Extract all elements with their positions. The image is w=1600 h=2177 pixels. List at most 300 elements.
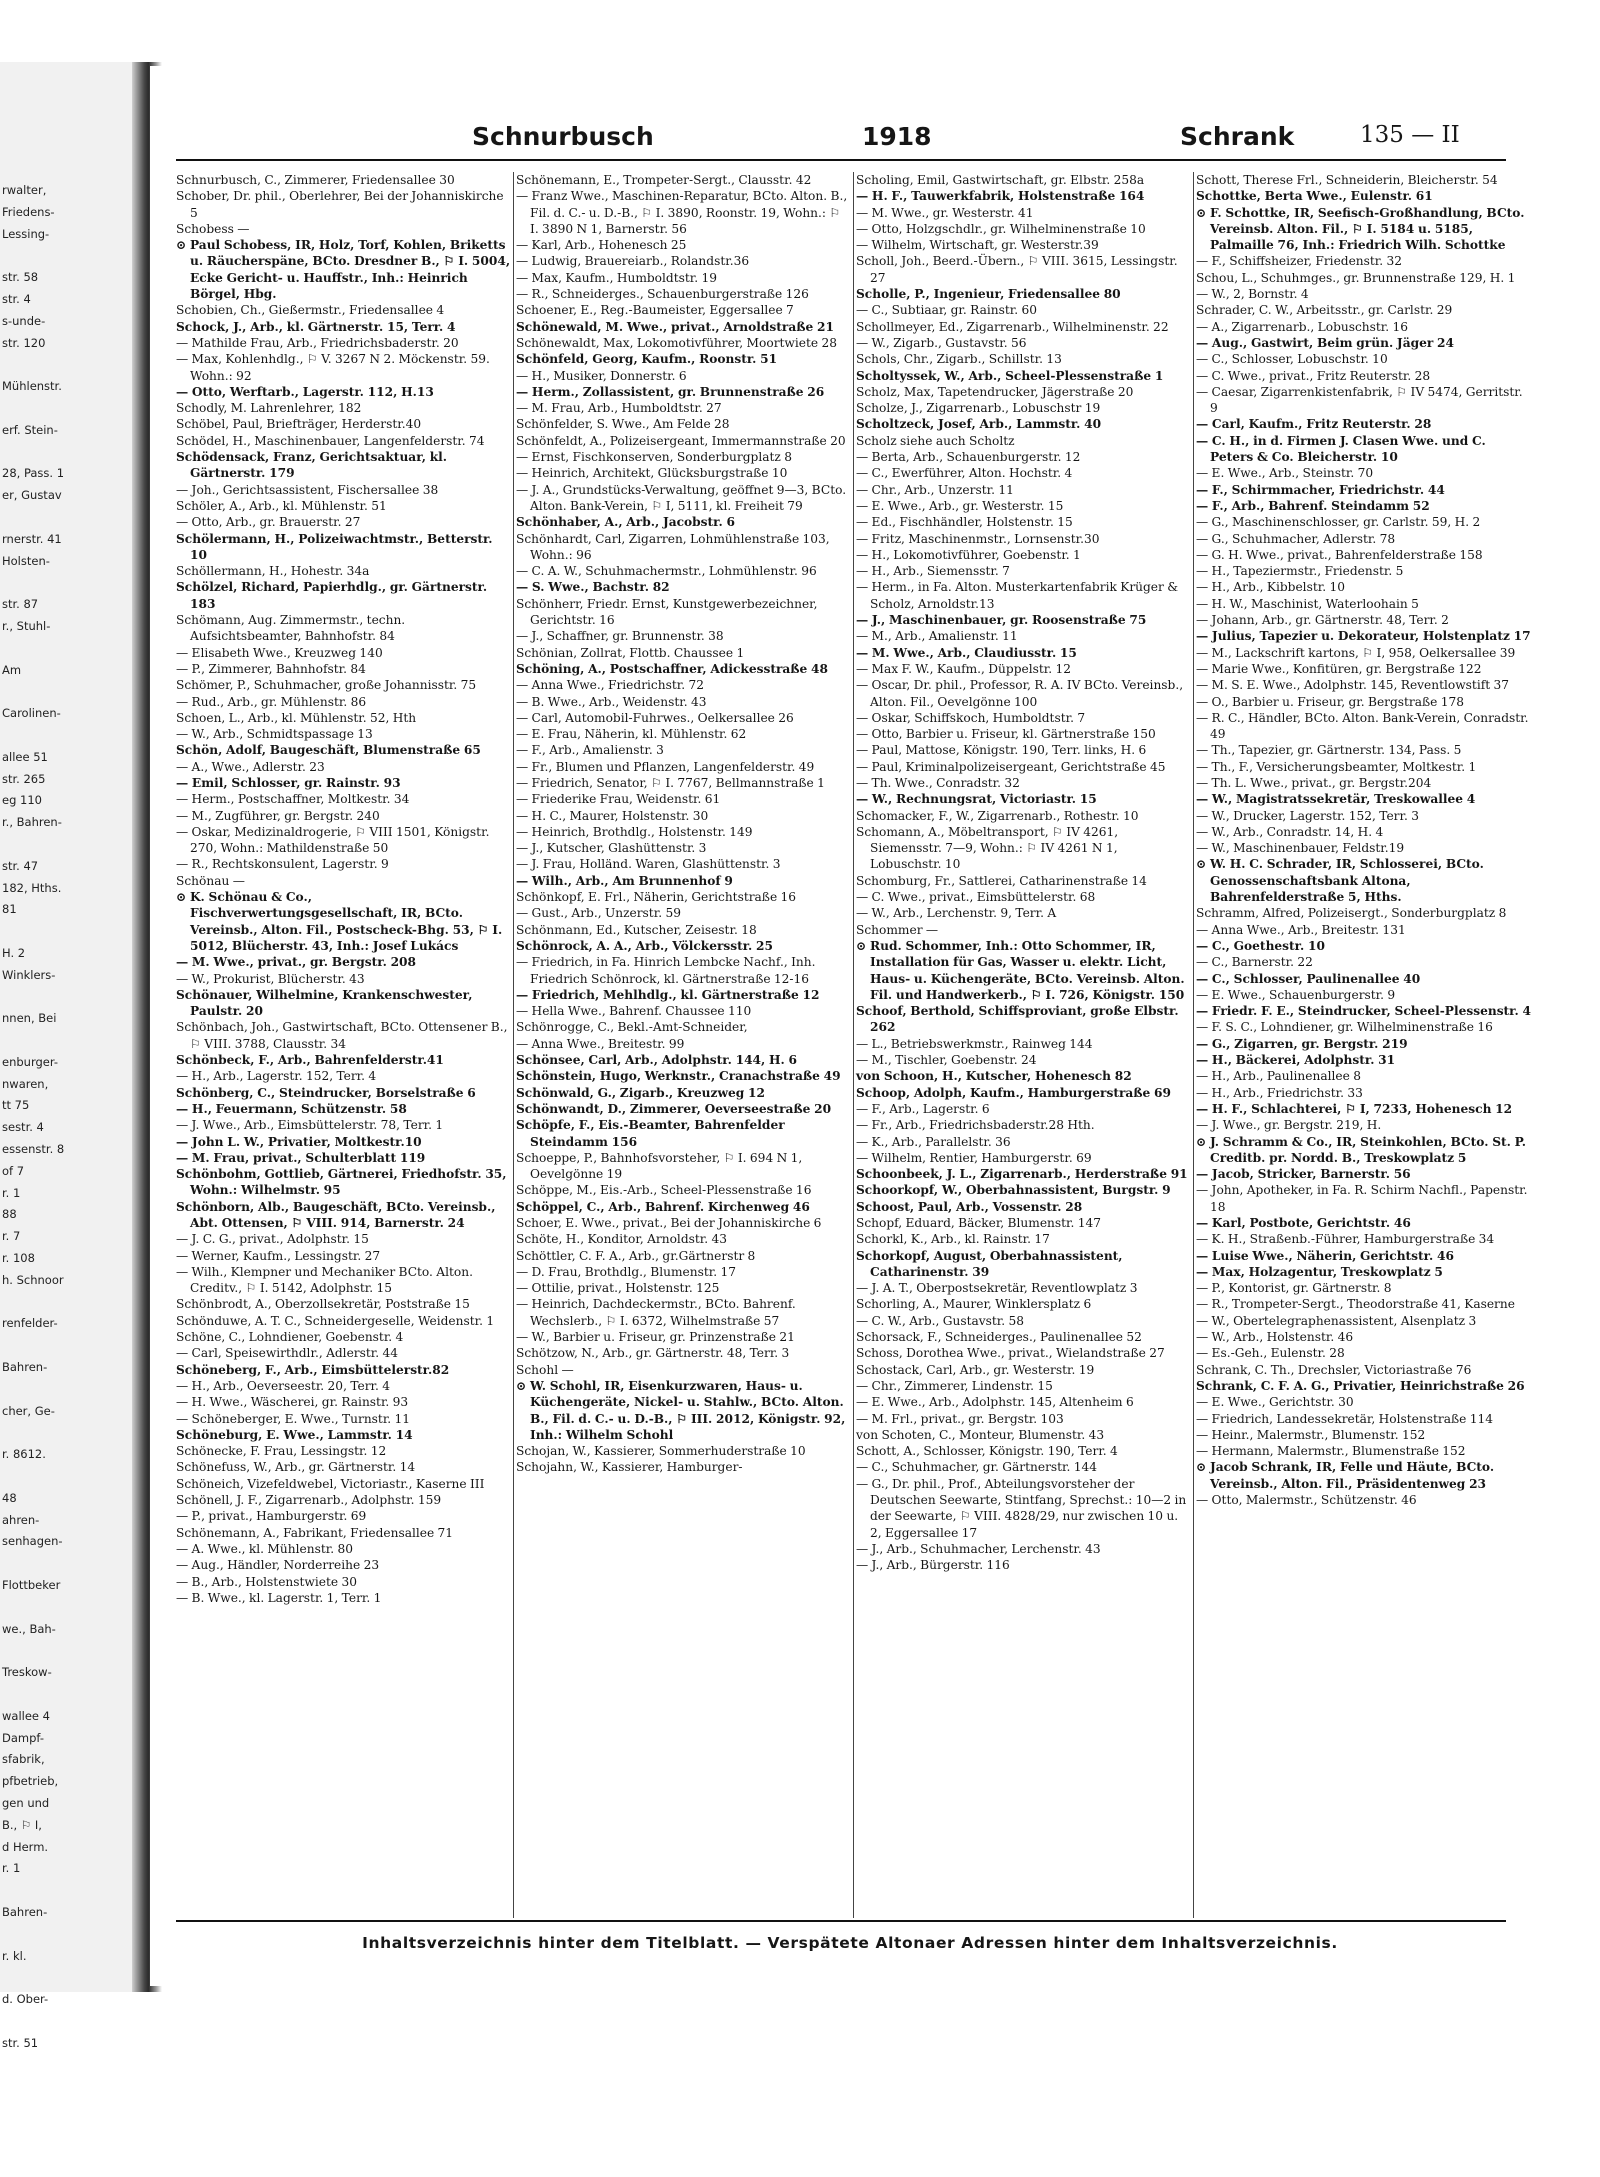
directory-entry: — M. Frl., privat., gr. Bergstr. 103 bbox=[856, 1411, 1064, 1426]
directory-entry: — C., Ewerführer, Alton. Hochstr. 4 bbox=[856, 466, 1073, 481]
directory-entry: — M. S. E. Wwe., Adolphstr. 145, Reventlowstift 37 bbox=[1196, 678, 1510, 693]
directory-entry: — J., Kutscher, Glashüttenstr. 3 bbox=[516, 841, 707, 856]
directory-entry: — M. Wwe., Arb., Claudiusstr. 15 bbox=[856, 645, 1077, 660]
left-page-line: Friedens- bbox=[2, 204, 55, 219]
directory-entry: — M. Wwe., gr. Westerstr. 41 bbox=[856, 205, 1034, 220]
left-page-line bbox=[2, 1553, 136, 1575]
directory-entry: Schölermann, H., Polizeiwachtmstr., Betterstr. 10 bbox=[176, 531, 493, 562]
left-page-line: r. 1 bbox=[2, 1185, 21, 1200]
column-divider bbox=[513, 172, 514, 1918]
left-page-line: cher, Ge- bbox=[2, 1403, 55, 1418]
directory-entry: — Herm., Zollassistent, gr. Brunnenstraße 26 bbox=[516, 384, 825, 399]
directory-entry: — A., Zigarrenarb., Lobuschstr. 16 bbox=[1196, 319, 1409, 334]
directory-entry: — Wilh., Arb., Am Brunnenhof 9 bbox=[516, 873, 733, 888]
directory-entry: — H., Tapeziermstr., Friedenstr. 5 bbox=[1196, 564, 1404, 579]
bottom-rule bbox=[176, 1920, 1506, 1922]
directory-entry: — E. Wwe., Schauenburgerstr. 9 bbox=[1196, 987, 1396, 1002]
directory-entry: — Oskar, Schiffskoch, Humboldtstr. 7 bbox=[856, 710, 1086, 725]
directory-entry: Schöppel, C., Arb., Bahrenf. Kirchenweg 46 bbox=[516, 1199, 810, 1214]
left-page-line: 28, Pass. 1 bbox=[2, 466, 65, 481]
directory-entry: — D. Frau, Brothdlg., Blumenstr. 17 bbox=[516, 1264, 736, 1279]
directory-entry: — Friederike Frau, Weidenstr. 61 bbox=[516, 792, 721, 807]
left-page-line: 182, Hths. bbox=[2, 880, 62, 895]
directory-entry: — Otto, Werftarb., Lagerstr. 112, H.13 bbox=[176, 384, 434, 399]
directory-entry: — F., Arb., Amalienstr. 3 bbox=[516, 743, 664, 758]
left-page-line bbox=[2, 986, 136, 1008]
directory-entry: — Heinr., Malermstr., Blumenstr. 152 bbox=[1196, 1427, 1426, 1442]
directory-entry: Schönfeldt, A., Polizeisergeant, Immermannstraße 20 bbox=[516, 433, 846, 448]
directory-entry: — M. Frau, privat., Schulterblatt 119 bbox=[176, 1150, 426, 1165]
directory-entry: — Max, Holzagentur, Treskowplatz 5 bbox=[1196, 1264, 1443, 1279]
left-page-line: essenstr. 8 bbox=[2, 1142, 65, 1157]
directory-entry: Schötzow, N., Arb., gr. Gärtnerstr. 48, Terr. 3 bbox=[516, 1346, 790, 1361]
left-page-line: H. 2 bbox=[2, 945, 26, 960]
directory-entry: — W., 2, Bornstr. 4 bbox=[1196, 287, 1309, 302]
directory-entry: — Fritz, Maschinenmstr., Lornsenstr.30 bbox=[856, 531, 1100, 546]
directory-entry: — B. Wwe., kl. Lagerstr. 1, Terr. 1 bbox=[176, 1590, 382, 1605]
left-page-line bbox=[2, 1030, 136, 1052]
directory-entry: — Th. L. Wwe., privat., gr. Bergstr.204 bbox=[1196, 775, 1432, 790]
directory-entry: Schönbrodt, A., Oberzollsekretär, Poststraße 15 bbox=[176, 1297, 470, 1312]
directory-entry: Schopf, Eduard, Bäcker, Blumenstr. 147 bbox=[856, 1216, 1102, 1230]
directory-entry: — W., Prokurist, Blücherstr. 43 bbox=[176, 971, 365, 986]
left-page-line: Holsten- bbox=[2, 553, 50, 568]
directory-entry: — Fr., Arb., Friedrichsbaderstr.28 Hth. bbox=[856, 1118, 1095, 1133]
directory-entry: — O., Barbier u. Friseur, gr. Bergstraße 178 bbox=[1196, 694, 1465, 709]
directory-entry: Schönwandt, D., Zimmerer, Oeverseestraße 20 bbox=[516, 1101, 832, 1116]
directory-entry: Schodly, M. Lahrenlehrer, 182 bbox=[176, 401, 362, 416]
directory-entry: Scholtyssek, W., Arb., Scheel-Plessenstraße 1 bbox=[856, 368, 1164, 383]
directory-entry: Schönstein, Hugo, Werknstr., Cranachstraße 49 bbox=[516, 1069, 841, 1084]
directory-entry: — W., Rechnungsrat, Victoriastr. 15 bbox=[856, 792, 1097, 807]
directory-entry: — Aug., Händler, Norderreihe 23 bbox=[176, 1558, 380, 1573]
directory-entry: Schönemann, E., Trompeter-Sergt., Clausstr. 42 bbox=[516, 173, 812, 187]
directory-entry: — Th., Tapezier, gr. Gärtnerstr. 134, Pass. 5 bbox=[1196, 743, 1462, 758]
directory-entry: — Gust., Arb., Unzerstr. 59 bbox=[516, 906, 681, 921]
directory-entry: — J., Arb., Schuhmacher, Lerchenstr. 43 bbox=[856, 1541, 1101, 1556]
directory-entry: — P., Kontorist, gr. Gärtnerstr. 8 bbox=[1196, 1281, 1392, 1296]
directory-entry: — C. Wwe., privat., Eimsbüttelerstr. 68 bbox=[856, 890, 1096, 905]
directory-entry: — W., Arb., Holstenstr. 46 bbox=[1196, 1330, 1354, 1345]
left-page-line: Winklers- bbox=[2, 967, 56, 982]
directory-entry: — Carl, Automobil-Fuhrwes., Oelkersallee 26 bbox=[516, 710, 794, 725]
left-page-line: Bahren- bbox=[2, 1904, 48, 1919]
directory-entry: — W., Maschinenbauer, Feldstr.19 bbox=[1196, 841, 1405, 856]
directory-entry: — Max, Kaufm., Humboldtstr. 19 bbox=[516, 270, 718, 285]
directory-entry: Schönian, Zollrat, Flottb. Chaussee 1 bbox=[516, 645, 745, 660]
directory-entry: Schols, Chr., Zigarb., Schillstr. 13 bbox=[856, 352, 1062, 367]
directory-entry: ⊙ K. Schönau & Co., Fischverwertungsgesellschaft, IR, BCto. Vereinsb., Alton. Fil., Postscheck-Bhg. 53, ⚐ I. 5012, Blücherstr. 43, Inh.: Josef Lukács bbox=[176, 890, 503, 953]
left-page-line: of 7 bbox=[2, 1163, 25, 1178]
directory-entry: Scholle, P., Ingenieur, Friedensallee 80 bbox=[856, 287, 1121, 302]
left-page-line bbox=[2, 2011, 136, 2033]
directory-entry: — W., Magistratssekretär, Treskowallee 4 bbox=[1196, 792, 1476, 807]
directory-entry: — H., Arb., Siemensstr. 7 bbox=[856, 564, 1010, 579]
directory-entry: — R., Schneiderges., Schauenburgerstraße 126 bbox=[516, 287, 809, 302]
left-page-line bbox=[2, 1597, 136, 1619]
directory-entry: — M. Wwe., privat., gr. Bergstr. 208 bbox=[176, 955, 417, 970]
directory-entry: — S. Wwe., Bachstr. 82 bbox=[516, 580, 670, 595]
directory-entry: — M., Arb., Amalienstr. 11 bbox=[856, 629, 1018, 644]
directory-entry: Schönrogge, C., Bekl.-Amt-Schneider, bbox=[516, 1020, 748, 1035]
directory-entry: Scholtzeck, Josef, Arb., Lammstr. 40 bbox=[856, 417, 1102, 432]
directory-entry: — R., Rechtskonsulent, Lagerstr. 9 bbox=[176, 857, 389, 872]
directory-entry: — F., Schiffsheizer, Friedenstr. 32 bbox=[1196, 254, 1403, 269]
directory-entry: Schorsack, F., Schneiderges., Paulinenallee 52 bbox=[856, 1330, 1142, 1345]
directory-entry: Schöneich, Vizefeldwebel, Victoriastr., Kaserne III bbox=[176, 1476, 485, 1491]
directory-entry: — H. F., Tauwerkfabrik, Holstenstraße 164 bbox=[856, 189, 1145, 204]
directory-entry: — Friedrich, Senator, ⚐ I. 7767, Bellmannstraße 1 bbox=[516, 775, 825, 790]
directory-entry: — Wilhelm, Rentier, Hamburgerstr. 69 bbox=[856, 1150, 1092, 1165]
directory-entry: — R., Trompeter-Sergt., Theodorstraße 41, Kaserne bbox=[1196, 1297, 1515, 1312]
directory-entry: — G., Maschinenschlosser, gr. Carlstr. 59, H. 2 bbox=[1196, 515, 1481, 530]
directory-entry: Schölzel, Richard, Papierhdlg., gr. Gärtnerstr. 183 bbox=[176, 580, 488, 611]
directory-entry: Schoss, Dorothea Wwe., privat., Wielandstraße 27 bbox=[856, 1346, 1165, 1361]
directory-entry: — Otto, Arb., gr. Brauerstr. 27 bbox=[176, 515, 361, 530]
directory-entry: Schoer, E. Wwe., privat., Bei der Johanniskirche 6 bbox=[516, 1216, 822, 1230]
directory-entry: Schöneburg, E. Wwe., Lammstr. 14 bbox=[176, 1427, 413, 1442]
left-page-line: 48 bbox=[2, 1490, 17, 1505]
directory-entry: — Schöneberger, E. Wwe., Turnstr. 11 bbox=[176, 1411, 411, 1426]
left-page-line: ahren- bbox=[2, 1512, 40, 1527]
directory-entry: — Rud., Arb., gr. Mühlenstr. 86 bbox=[176, 694, 367, 709]
header-year: 1918 bbox=[862, 122, 932, 151]
directory-entry: Schönborn, Alb., Baugeschäft, BCto. Vereinsb., Abt. Ottensen, ⚐ VIII. 914, Barnerstr. 24 bbox=[176, 1199, 496, 1230]
directory-entry: — J. Wwe., Arb., Eimsbüttelerstr. 78, Terr. 1 bbox=[176, 1118, 444, 1133]
left-page-line: h. Schnoor bbox=[2, 1272, 64, 1287]
directory-entry: Schönherr, Friedr. Ernst, Kunstgewerbezeichner, Gerichtstr. 16 bbox=[516, 596, 818, 628]
left-page-line: d. Ober- bbox=[2, 1992, 49, 2007]
directory-entry: — Heinrich, Architekt, Glücksburgstraße 10 bbox=[516, 466, 788, 481]
left-page-line bbox=[2, 1292, 136, 1314]
directory-entry: — E. Frau, Näherin, kl. Mühlenstr. 62 bbox=[516, 727, 747, 742]
directory-entry: — Oskar, Medizinaldrogerie, ⚐ VIII 1501, Königstr. 270, Wohn.: Mathildenstraße 50 bbox=[176, 824, 490, 856]
directory-entry: — Chr., Arb., Unzerstr. 11 bbox=[856, 482, 1014, 497]
directory-entry: — H., Bäckerei, Adolphstr. 31 bbox=[1196, 1053, 1396, 1068]
directory-entry: Schönhaber, A., Arb., Jacobstr. 6 bbox=[516, 515, 735, 530]
directory-entry: Schojan, W., Kassierer, Sommerhuderstraße 10 bbox=[516, 1444, 806, 1459]
directory-entry: Schrank, C. Th., Drechsler, Victoriastraße 76 bbox=[1196, 1362, 1472, 1377]
directory-column-1 bbox=[176, 172, 512, 1930]
directory-entry: Schönfeld, Georg, Kaufm., Roonstr. 51 bbox=[516, 352, 778, 367]
directory-entry: Schöllermann, H., Hohestr. 34a bbox=[176, 564, 370, 579]
directory-entry: — Friedrich, Mehlhdlg., kl. Gärtnerstraße 12 bbox=[516, 987, 820, 1002]
directory-entry: Schöbel, Paul, Briefträger, Herderstr.40 bbox=[176, 417, 422, 432]
directory-entry: Scholz, Max, Tapetendrucker, Jägerstraße 20 bbox=[856, 384, 1134, 399]
directory-entry: — Paul, Mattose, Königstr. 190, Terr. links, H. 6 bbox=[856, 743, 1147, 758]
directory-entry: Schöneberg, F., Arb., Eimsbüttelerstr.82 bbox=[176, 1362, 450, 1377]
directory-entry: Schoost, Paul, Arb., Vossenstr. 28 bbox=[856, 1199, 1083, 1214]
left-page-line: r. 8612. bbox=[2, 1447, 46, 1462]
directory-entry: — C., Subtiaar, gr. Rainstr. 60 bbox=[856, 303, 1038, 318]
directory-entry: — H., Feuermann, Schützenstr. 58 bbox=[176, 1101, 407, 1116]
left-page-line bbox=[2, 245, 136, 267]
directory-entry: Schönrock, A. A., Arb., Völckersstr. 25 bbox=[516, 938, 773, 953]
directory-entry: Schönau — bbox=[176, 873, 245, 888]
directory-entry: — C. H., in d. Firmen J. Clasen Wwe. und C. Peters & Co. Bleicherstr. 10 bbox=[1196, 433, 1486, 465]
directory-entry: Schönkopf, E. Frl., Näherin, Gerichtstraße 16 bbox=[516, 890, 797, 905]
directory-entry: — Elisabeth Wwe., Kreuzweg 140 bbox=[176, 645, 383, 660]
directory-entry: — M., Zugführer, gr. Bergstr. 240 bbox=[176, 808, 380, 823]
directory-entry: — J. C. G., privat., Adolphstr. 15 bbox=[176, 1232, 369, 1247]
directory-entry: — Carl, Kaufm., Fritz Reuterstr. 28 bbox=[1196, 417, 1432, 432]
directory-entry: ⊙ Paul Schobess, IR, Holz, Torf, Kohlen, Briketts u. Räucherspäne, BCto. Dresdner B., ⚐ I. 5004, Ecke Gericht- u. Hauffstr., Inh.: Heinrich Börgel, Hbg. bbox=[176, 238, 511, 302]
directory-entry: Schönmann, Ed., Kutscher, Zeisestr. 18 bbox=[516, 922, 757, 937]
directory-entry: Schöppe, M., Eis.-Arb., Scheel-Plessenstraße 16 bbox=[516, 1183, 812, 1198]
directory-entry: — A. Wwe., kl. Mühlenstr. 80 bbox=[176, 1541, 353, 1556]
directory-entry: — H., Arb., Lagerstr. 152, Terr. 4 bbox=[176, 1069, 377, 1084]
left-page-line: nwaren, bbox=[2, 1076, 49, 1091]
left-page-text bbox=[2, 180, 136, 2055]
directory-entry: Schoonbeek, J. L., Zigarrenarb., Herderstraße 91 bbox=[856, 1167, 1188, 1182]
directory-entry: — Es.-Geh., Eulenstr. 28 bbox=[1196, 1346, 1345, 1361]
directory-entry: Schönewaldt, Max, Lokomotivführer, Moortwiete 28 bbox=[516, 335, 837, 350]
directory-entry: — H. W., Maschinist, Waterloohain 5 bbox=[1196, 596, 1419, 611]
directory-entry: — E. Wwe., Arb., gr. Westerstr. 15 bbox=[856, 498, 1064, 513]
directory-entry: — C., Schlosser, Lobuschstr. 10 bbox=[1196, 352, 1388, 367]
left-page-line bbox=[2, 442, 136, 464]
directory-entry: — Chr., Zimmerer, Lindenstr. 15 bbox=[856, 1378, 1053, 1393]
directory-entry: Schönberg, C., Steindrucker, Borselstraße 6 bbox=[176, 1085, 476, 1100]
directory-entry: — Luise Wwe., Näherin, Gerichtstr. 46 bbox=[1196, 1248, 1454, 1263]
directory-entry: — Berta, Arb., Schauenburgerstr. 12 bbox=[856, 450, 1081, 465]
directory-entry: — Ernst, Fischkonserven, Sonderburgplatz 8 bbox=[516, 450, 792, 465]
directory-entry: — Ed., Fischhändler, Holstenstr. 15 bbox=[856, 515, 1073, 530]
directory-entry: — Hermann, Malermstr., Blumenstraße 152 bbox=[1196, 1444, 1466, 1459]
left-page-line: Dampf- bbox=[2, 1730, 44, 1745]
directory-entry: Scholing, Emil, Gastwirtschaft, gr. Elbstr. 258a bbox=[856, 173, 1145, 187]
left-page-line: str. 58 bbox=[2, 270, 39, 285]
directory-entry: von Schoten, C., Monteur, Blumenstr. 43 bbox=[856, 1427, 1105, 1442]
directory-entry: Schorkopf, August, Oberbahnassistent, Catharinenstr. 39 bbox=[856, 1248, 1123, 1279]
directory-entry: — Karl, Postbote, Gerichtstr. 46 bbox=[1196, 1216, 1411, 1230]
left-page-line: r. kl. bbox=[2, 1948, 27, 1963]
footer-note: Inhaltsverzeichnis hinter dem Titelblatt. — Verspätete Altonaer Adressen hinter dem Inhaltsverzeichnis. bbox=[362, 1934, 1338, 1952]
directory-entry: — Ottilie, privat., Holstenstr. 125 bbox=[516, 1281, 720, 1296]
left-page-line: Mühlenstr. bbox=[2, 379, 62, 394]
directory-entry: Schömer, P., Schuhmacher, große Johannisstr. 75 bbox=[176, 678, 477, 693]
directory-entry: Schöttler, C. F. A., Arb., gr.Gärtnerstr 8 bbox=[516, 1248, 756, 1263]
directory-entry: — Fr., Blumen und Pflanzen, Langenfelderstr. 49 bbox=[516, 759, 815, 774]
directory-entry: — J. Frau, Holländ. Waren, Glashüttenstr. 3 bbox=[516, 857, 781, 872]
directory-entry: Schömann, Aug. Zimmermstr., techn. Aufsichtsbeamter, Bahnhofstr. 84 bbox=[176, 613, 406, 644]
directory-entry: — Heinrich, Brothdlg., Holstenstr. 149 bbox=[516, 824, 753, 839]
directory-entry: Schödel, H., Maschinenbauer, Langenfelderstr. 74 bbox=[176, 433, 485, 448]
directory-entry: — C. A. W., Schuhmachermstr., Lohmühlenstr. 96 bbox=[516, 564, 817, 579]
directory-entry: Schostack, Carl, Arb., gr. Westerstr. 19 bbox=[856, 1362, 1095, 1377]
left-page-line bbox=[2, 1967, 136, 1989]
directory-entry: — K., Arb., Parallelstr. 36 bbox=[856, 1134, 1011, 1149]
directory-entry: — Paul, Kriminalpolizeisergeant, Gerichtstraße 45 bbox=[856, 759, 1166, 774]
directory-entry: Schott, A., Schlosser, Königstr. 190, Terr. 4 bbox=[856, 1444, 1118, 1459]
directory-entry: Schramm, Alfred, Polizeisergt., Sonderburgplatz 8 bbox=[1196, 906, 1507, 921]
left-page-line: enburger- bbox=[2, 1054, 58, 1069]
directory-entry: — C. Wwe., privat., Fritz Reuterstr. 28 bbox=[1196, 368, 1431, 383]
directory-entry: — Herm., Postschaffner, Moltkestr. 34 bbox=[176, 792, 410, 807]
directory-entry: Schönewald, M. Wwe., privat., Arnoldstraße 21 bbox=[516, 319, 834, 334]
directory-entry: — F. S. C., Lohndiener, gr. Wilhelminenstraße 16 bbox=[1196, 1020, 1493, 1035]
directory-entry: Schomburg, Fr., Sattlerei, Catharinenstraße 14 bbox=[856, 873, 1147, 888]
left-page-line: B., ⚐ I, bbox=[2, 1817, 42, 1832]
column-divider bbox=[1193, 172, 1194, 1918]
left-page-line: renfelder- bbox=[2, 1316, 58, 1331]
directory-entry: — Friedr. F. E., Steindrucker, Scheel-Plessenstr. 4 bbox=[1196, 1004, 1531, 1019]
directory-entry: Schoof, Berthold, Schiffsproviant, große Elbstr. 262 bbox=[856, 1004, 1179, 1035]
directory-entry: Schönwald, G., Zigarb., Kreuzweg 12 bbox=[516, 1085, 765, 1100]
directory-entry: — C., Schlosser, Paulinenallee 40 bbox=[1196, 971, 1421, 986]
directory-entry: — J. Wwe., gr. Bergstr. 219, H. bbox=[1196, 1118, 1382, 1133]
left-page-line bbox=[2, 638, 136, 660]
directory-entry: — Emil, Schlosser, gr. Rainstr. 93 bbox=[176, 775, 401, 790]
left-page-line: r. 108 bbox=[2, 1251, 35, 1266]
left-page-line: gen und bbox=[2, 1795, 50, 1810]
directory-entry: — H., Arb., Oeverseestr. 20, Terr. 4 bbox=[176, 1378, 391, 1393]
left-page-line: Treskow- bbox=[2, 1665, 52, 1680]
directory-entry: — J. A. T., Oberpostsekretär, Reventlowplatz 3 bbox=[856, 1281, 1138, 1296]
left-page-line: erf. Stein- bbox=[2, 422, 58, 437]
directory-column-3 bbox=[856, 172, 1192, 1930]
left-page-line: r., Stuhl- bbox=[2, 618, 51, 633]
left-page-line bbox=[2, 834, 136, 856]
directory-entry: — E. Wwe., Arb., Steinstr. 70 bbox=[1196, 466, 1374, 481]
directory-entry: — H., Lokomotivführer, Goebenstr. 1 bbox=[856, 547, 1081, 562]
directory-entry: — G., Zigarren, gr. Bergstr. 219 bbox=[1196, 1036, 1408, 1051]
left-page-line: rwalter, bbox=[2, 183, 47, 197]
directory-entry: Schoop, Adolph, Kaufm., Hamburgerstraße 69 bbox=[856, 1085, 1172, 1100]
left-page-line bbox=[2, 1640, 136, 1662]
directory-entry: — Max, Kohlenhdlg., ⚐ V. 3267 N 2. Möckenstr. 59. Wohn.: 92 bbox=[176, 352, 490, 383]
directory-entry: Schönduwe, A. T. C., Schneidergeselle, Weidenstr. 1 bbox=[176, 1313, 495, 1328]
directory-entry: — W., Arb., Schmidtspassage 13 bbox=[176, 727, 373, 742]
left-page-line: 88 bbox=[2, 1207, 17, 1222]
left-page-line: Lessing- bbox=[2, 226, 50, 241]
directory-entry: — W., Arb., Lerchenstr. 9, Terr. A bbox=[856, 906, 1057, 921]
directory-entry: — C. W., Arb., Gustavstr. 58 bbox=[856, 1313, 1025, 1328]
directory-entry: — Aug., Gastwirt, Beim grün. Jäger 24 bbox=[1196, 335, 1454, 350]
directory-entry: Schoorkopf, W., Oberbahnassistent, Burgstr. 9 bbox=[856, 1183, 1171, 1198]
left-page-line: Flottbeker bbox=[2, 1578, 61, 1592]
directory-entry: — Heinrich, Dachdeckermstr., BCto. Bahrenf. Wechslerb., ⚐ I. 6372, Wilhelmstraße 57 bbox=[516, 1297, 796, 1328]
left-page-line: r., Bahren- bbox=[2, 815, 62, 830]
directory-entry: — W., Barbier u. Friseur, gr. Prinzenstraße 21 bbox=[516, 1330, 795, 1345]
directory-entry: — Th. Wwe., Conradstr. 32 bbox=[856, 775, 1020, 790]
left-page-line bbox=[2, 1880, 136, 1902]
directory-entry: — W., Arb., Conradstr. 14, H. 4 bbox=[1196, 824, 1384, 839]
directory-entry: — John, Apotheker, in Fa. R. Schirm Nachfl., Papenstr. 18 bbox=[1196, 1183, 1528, 1214]
directory-entry: — Otto, Holzgschdlr., gr. Wilhelminenstraße 10 bbox=[856, 221, 1146, 236]
directory-entry: Schöne, C., Lohndiener, Goebenstr. 4 bbox=[176, 1330, 404, 1345]
directory-entry: — Otto, Barbier u. Friseur, kl. Gärtnerstraße 150 bbox=[856, 727, 1156, 742]
directory-entry: Scholz siehe auch Scholtz bbox=[856, 433, 1015, 448]
left-page-line: nnen, Bei bbox=[2, 1011, 57, 1026]
directory-entry: Schott, Therese Frl., Schneiderin, Bleicherstr. 54 bbox=[1196, 173, 1498, 187]
directory-entry: — W., Obertelegraphenassistent, Alsenplatz 3 bbox=[1196, 1313, 1477, 1328]
left-page-line: we., Bah- bbox=[2, 1621, 56, 1636]
directory-entry: — Caesar, Zigarrenkistenfabrik, ⚐ IV 5474, Gerritstr. 9 bbox=[1196, 384, 1523, 416]
directory-entry: — C., Barnerstr. 22 bbox=[1196, 955, 1313, 970]
left-page-line bbox=[2, 1684, 136, 1706]
directory-entry: Schöning, A., Postschaffner, Adickesstraße 48 bbox=[516, 661, 829, 676]
directory-entry: ⊙ Rud. Schommer, Inh.: Otto Schommer, IR, Installation für Gas, Wasser u. elektr. Licht, Haus- u. Küchengeräte, BCto. Vereinsb. Alton. Fil. und Handwerkerb., ⚐ I. 726, Königstr. 150 bbox=[856, 938, 1185, 1002]
directory-entry: — M. Frau, Arb., Humboldtstr. 27 bbox=[516, 401, 722, 416]
directory-entry: — Oscar, Dr. phil., Professor, R. A. IV BCto. Vereinsb., Alton. Fil., Oevelgönne 100 bbox=[856, 678, 1184, 709]
directory-entry: — L., Betriebswerkmstr., Rainweg 144 bbox=[856, 1036, 1093, 1051]
directory-entry: ⊙ W. H. C. Schrader, IR, Schlosserei, BCto. Genossenschaftsbank Altona, Bahrenfelderstraße 5, Hths. bbox=[1196, 857, 1484, 905]
directory-entry: Schobess — bbox=[176, 221, 250, 236]
directory-entry: Schönbohm, Gottlieb, Gärtnerei, Friedhofstr. 35, Wohn.: Wilhelmstr. 95 bbox=[176, 1167, 507, 1198]
header-rule bbox=[176, 159, 1506, 161]
directory-entry: Schöler, A., Arb., kl. Mühlenstr. 51 bbox=[176, 498, 387, 513]
left-page-line: sfabrik, bbox=[2, 1752, 45, 1767]
directory-entry: Schrank, C. F. A. G., Privatier, Heinrichstraße 26 bbox=[1196, 1378, 1525, 1393]
directory-entry: — M., Lackschrift kartons, ⚐ I, 958, Oelkersallee 39 bbox=[1196, 645, 1516, 660]
directory-entry: — P., Zimmerer, Bahnhofstr. 84 bbox=[176, 661, 366, 676]
directory-entry: Schoeppe, P., Bahnhofsvorsteher, ⚐ I. 694 N 1, Oevelgönne 19 bbox=[516, 1150, 803, 1182]
directory-entry: — G., Dr. phil., Prof., Abteilungsvorsteher der Deutschen Seewarte, Stintfang, Sprechst.: 10—2 in der Seewarte, ⚐ VIII. 4828/29, nur zwischen 10 u. 2, Eggersallee 17 bbox=[856, 1476, 1187, 1540]
directory-page bbox=[150, 66, 1550, 1986]
left-page-line: allee 51 bbox=[2, 749, 48, 764]
directory-entry: — Wilhelm, Wirtschaft, gr. Westerstr.39 bbox=[856, 238, 1099, 253]
directory-entry: Schollmeyer, Ed., Zigarrenarb., Wilhelminenstr. 22 bbox=[856, 319, 1169, 334]
directory-entry: Schönemann, A., Fabrikant, Friedensallee 71 bbox=[176, 1525, 454, 1540]
directory-entry: — Carl, Speisewirthdlr., Adlerstr. 44 bbox=[176, 1346, 398, 1361]
directory-entry: — Otto, Malermstr., Schützenstr. 46 bbox=[1196, 1493, 1417, 1508]
directory-entry: Schoen, L., Arb., kl. Mühlenstr. 52, Hth bbox=[176, 710, 417, 725]
directory-entry: — H., Arb., Kibbelstr. 10 bbox=[1196, 580, 1345, 595]
directory-entry: ⊙ W. Schohl, IR, Eisenkurzwaren, Haus- u. Küchengeräte, Nickel- u. Stahlw., BCto. Alton. B., Fil. d. C.- u. D.-B., ⚐ III. 2012, Königstr. 92, Inh.: Wilhelm Schohl bbox=[516, 1378, 846, 1442]
left-page-line: Am bbox=[2, 662, 22, 677]
directory-entry: Schottke, Berta Wwe., Eulenstr. 61 bbox=[1196, 189, 1433, 204]
directory-entry: Schönhardt, Carl, Zigarren, Lohmühlenstraße 103, Wohn.: 96 bbox=[516, 531, 830, 562]
directory-entry: — W., Drucker, Lagerstr. 152, Terr. 3 bbox=[1196, 808, 1419, 823]
left-page-line bbox=[2, 681, 136, 703]
left-page-line: str. 265 bbox=[2, 771, 46, 786]
directory-entry: — Friedrich, in Fa. Hinrich Lembcke Nachf., Inh. Friedrich Schönrock, kl. Gärtnerstraße 12-16 bbox=[516, 955, 816, 986]
directory-entry: — G. H. Wwe., privat., Bahrenfelderstraße 158 bbox=[1196, 547, 1483, 562]
directory-entry: — C., Goethestr. 10 bbox=[1196, 938, 1325, 953]
directory-entry: Schöte, H., Konditor, Arnoldstr. 43 bbox=[516, 1232, 728, 1247]
directory-entry: — A., Wwe., Adlerstr. 23 bbox=[176, 759, 325, 774]
left-page-line: r. 1 bbox=[2, 1861, 21, 1876]
directory-entry: — H., Arb., Paulinenallee 8 bbox=[1196, 1069, 1361, 1084]
left-page-line: str. 51 bbox=[2, 2035, 39, 2050]
directory-entry: ⊙ F. Schottke, IR, Seefisch-Großhandlung, BCto. Vereinsb. Alton. Fil., ⚐ I. 5184 u. 5185, Palmaille 76, Inh.: Friedrich Wilh. Schottke bbox=[1196, 205, 1525, 253]
directory-entry: Schnurbusch, C., Zimmerer, Friedensallee 30 bbox=[176, 173, 455, 187]
directory-entry: — P., privat., Hamburgerstr. 69 bbox=[176, 1509, 367, 1524]
directory-entry: — F., Arb., Bahrenf. Steindamm 52 bbox=[1196, 498, 1430, 513]
left-page-line bbox=[2, 725, 136, 747]
directory-entry: — K. H., Straßenb.-Führer, Hamburgerstraße 34 bbox=[1196, 1232, 1495, 1247]
page-header bbox=[150, 66, 1550, 151]
directory-column-2 bbox=[516, 172, 852, 1930]
directory-entry: Schommer — bbox=[856, 922, 939, 937]
directory-entry: — Anna Wwe., Breitestr. 99 bbox=[516, 1036, 685, 1051]
left-page-line bbox=[2, 398, 136, 420]
left-page-line: pfbetrieb, bbox=[2, 1774, 59, 1789]
left-page-line: eg 110 bbox=[2, 793, 42, 808]
directory-entry: — Hella Wwe., Bahrenf. Chaussee 110 bbox=[516, 1004, 752, 1019]
left-page-line: str. 4 bbox=[2, 291, 31, 306]
left-page-line: senhagen- bbox=[2, 1534, 63, 1549]
directory-column-4 bbox=[1196, 172, 1532, 1930]
directory-entry: Schock, J., Arb., kl. Gärtnerstr. 15, Terr. 4 bbox=[176, 319, 456, 334]
directory-entry: — Johann, Arb., gr. Gärtnerstr. 48, Terr. 2 bbox=[1196, 613, 1449, 628]
left-page-line bbox=[2, 1924, 136, 1946]
directory-entry: ⊙ J. Schramm & Co., IR, Steinkohlen, BCto. St. P. Creditb. pr. Nordd. B., Treskowplatz 5 bbox=[1196, 1134, 1527, 1165]
directory-entry: Schönell, J. F., Zigarrenarb., Adolphstr. 159 bbox=[176, 1493, 442, 1508]
directory-entry: — Julius, Tapezier u. Dekorateur, Holstenplatz 17 bbox=[1196, 629, 1531, 644]
directory-entry: — Franz Wwe., Maschinen-Reparatur, BCto. Alton. B., Fil. d. C.- u. D.-B., ⚐ I. 3890, Roonstr. 19, Wohn.: ⚐ I. 3890 N 1, Barnerstr. 56 bbox=[516, 189, 848, 236]
